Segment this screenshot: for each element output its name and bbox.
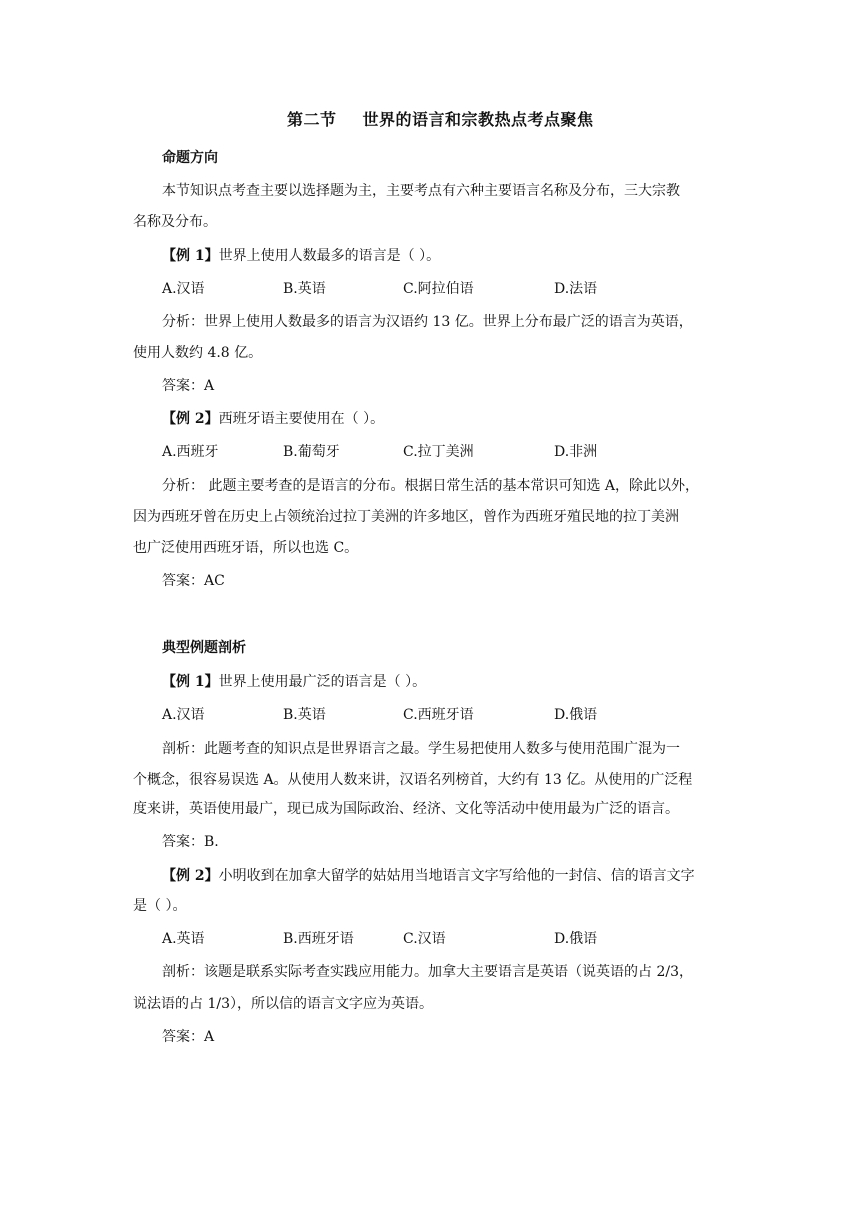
example-2-analysis-line-1: 分析： 此题主要考查的是语言的分布。根据日常生活的基本常识可知选 A，除此以外， [162,478,700,494]
example-tag: 【例 2】 [162,868,219,884]
example-2-analysis-line-2: 因为西班牙曾在历史上占领统治过拉丁美洲的许多地区，曾作为西班牙殖民地的拉丁美洲 [133,509,679,525]
typical-example-2-question-line-2: 是（ ）。 [133,898,187,914]
title-text: 世界的语言和宗教热点考点聚焦 [362,110,594,129]
question-text: 小明收到在加拿大留学的姑姑用当地语言文字写给他的一封信、信的语言文字 [218,868,695,884]
option-c: C.西班牙语 [403,707,474,723]
typical-example-1-options [0,705,860,725]
typical-example-2-options [0,929,860,949]
question-text: 西班牙语主要使用在（ ）。 [218,411,385,427]
option-c: C.汉语 [403,931,446,947]
option-d: D.俄语 [554,931,598,947]
typical-example-2-answer: 答案：A [162,1029,215,1045]
typical-example-1-analysis-line-2: 个概念，很容易误选 A。从使用人数来讲，汉语名列榜首，大约有 13 亿。从使用的广泛程 [133,772,693,788]
option-b: B.西班牙语 [283,931,354,947]
example-1-analysis-line-1: 分析：世界上使用人数最多的语言为汉语约 13 亿。世界上分布最广泛的语言为英语， [162,314,693,330]
example-tag: 【例 1】 [162,674,219,690]
typical-example-2-question-line-1 [162,866,695,886]
example-1-options [0,279,860,299]
example-2-answer: 答案：AC [162,573,225,589]
option-d: D.非洲 [554,444,598,460]
question-text: 世界上使用最广泛的语言是（ ）。 [218,674,427,690]
page-title [287,107,594,130]
example-2-options [0,442,860,462]
intro-line-1: 本节知识点考查主要以选择题为主，主要考点有六种主要语言名称及分布，三大宗教 [162,183,680,199]
option-b: B.葡萄牙 [283,444,340,460]
option-c: C.阿拉伯语 [403,281,474,297]
option-d: D.法语 [554,281,598,297]
option-b: B.英语 [283,707,326,723]
section-heading-direction: 命题方向 [162,150,218,166]
option-a: A.西班牙 [162,444,219,460]
example-1-question [162,246,440,266]
option-a: A.汉语 [162,707,205,723]
option-d: D.俄语 [554,707,598,723]
option-b: B.英语 [283,281,326,297]
example-tag: 【例 1】 [162,248,219,264]
example-2-analysis-line-3: 也广泛使用西班牙语，所以也选 C。 [133,540,359,556]
typical-example-2-analysis-line-2: 说法语的占 1/3），所以信的语言文字应为英语。 [133,996,433,1012]
typical-example-1-question [162,672,426,692]
question-text: 世界上使用人数最多的语言是（ ）。 [218,248,441,264]
typical-example-1-answer: 答案：B. [162,834,219,850]
typical-example-2-analysis-line-1: 剖析：该题是联系实际考查实践应用能力。加拿大主要语言是英语（说英语的占 2/3， [162,964,693,980]
option-c: C.拉丁美洲 [403,444,474,460]
example-1-answer: 答案：A [162,378,215,394]
example-tag: 【例 2】 [162,411,219,427]
example-1-analysis-line-2: 使用人数约 4.8 亿。 [133,345,263,361]
intro-line-2: 名称及分布。 [133,214,217,230]
section-heading-typical-examples: 典型例题剖析 [162,640,246,656]
option-a: A.英语 [162,931,205,947]
typical-example-1-analysis-line-1: 剖析：此题考查的知识点是世界语言之最。学生易把使用人数多与使用范围广混为一 [162,741,680,757]
typical-example-1-analysis-line-3: 度来讲，英语使用最广，现已成为国际政治、经济、文化等活动中使用最为广泛的语言。 [133,801,679,817]
example-2-question [162,409,384,429]
title-section-number: 第二节 [287,110,337,129]
option-a: A.汉语 [162,281,205,297]
